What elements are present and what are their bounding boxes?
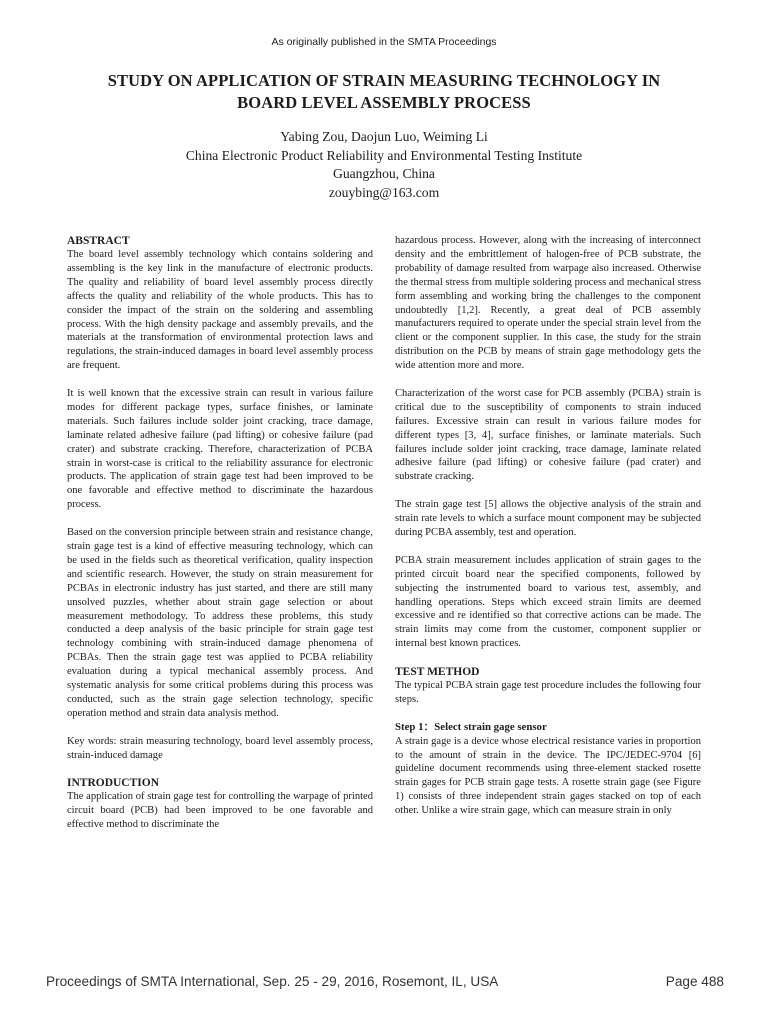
test-method-heading: TEST METHOD: [395, 666, 480, 679]
paper-title: [40, 70, 728, 114]
right-column: [395, 234, 701, 818]
intro-paragraph-2: Characterization of the worst case for PCB assembly (PCBA) strain is critical due to the susceptibility of components to strain induced failures. Excessive strain can result in various failure modes for different types [3, 4], surface finishes, or laminate materials. Such failures include solder joint cracking, trace damage, laminate related adhesive failure (pad lifting) or cohesive failure (pad crater) and substrate cracking.: [395, 387, 701, 483]
intro-paragraph-4: PCBA strain measurement includes application of strain gages to the printed circuit board near the specified components, followed by subjecting the instrumented board to various test, assembly, and handling operations. Steps which exceed strain limits are deemed excessive and re identified so that corrective actions can be made. The strain limits may come from the customer, component supplier or internal best known practices.: [395, 554, 701, 650]
abstract-heading: ABSTRACT: [67, 235, 130, 247]
left-column: [67, 234, 373, 832]
author-email[interactable]: zouybing@163.com: [328, 184, 440, 200]
abstract-paragraph-1: The board level assembly technology which contains soldering and assembling is the key link in the manufacture of electronic products. The quality and reliability of board level assembly process directly affects the quality and reliability of the whole products. This has to consider the impact of the strain on the soldering and assembling process. With the high density package and assembly prevails, and the materials at the transformation of environmental protection laws and regulations, the strain-induced damages in board level assembly process are frequent.: [67, 249, 373, 372]
author-names: Yabing Zou, Daojun Luo, Weiming Li: [280, 129, 488, 144]
introduction-paragraph-1: The application of strain gage test for controlling the warpage of printed circuit board (PCB) had been improved to be one favorable and effective method to discriminate the: [67, 791, 373, 831]
step-1-heading: Step 1：Select strain gage sensor: [395, 720, 547, 733]
author-city: Guangzhou, China: [333, 166, 435, 181]
abstract-paragraph-3: Based on the conversion principle between strain and resistance change, strain gage test is a kind of effective measuring technology, which can be used in the fields such as theoretical verification, quality inspection and scientific research. However, the study on strain measurement for PCBAs in electronic industry has just started, and there are still many unsolved puzzles, whether about strain gage selection or about measurement methodology. To address these problems, this study conducted a deep analysis of the basic principle for strain gage test technology combining with strain-induced damage phenomena of PCBAs. Then the strain gage test was applied to PCBA reliability evaluation during a typical mechanical assembly process. And systematic analysis for some critical problems during this process was conducted, such as the strain gage selection technology, specific operation method and strain data analysis method.: [67, 527, 373, 719]
footer-page-number: Page 488: [665, 974, 724, 989]
author-institute: China Electronic Product Reliability and Environmental Testing Institute: [185, 147, 583, 163]
intro-paragraph-continued: hazardous process. However, along with the increasing of interconnect density and the embrittlement of halogen-free of PCB substrate, the probability of damage resulted from warpage also increased. Otherwise the thermal stress from multiple soldering process and mechanical stress form assembling and working bring the challenges to the component undoubtedly [1,2]. Recently, a great deal of PCB assembly manufacturers required to operate under the special strain level from the client or the component supplier. In this case, the study for the strain distribution on the PCB by means of strain gage methodology gets the wide attention more and more.: [395, 235, 701, 372]
author-block: [40, 128, 728, 202]
step-1-paragraph: A strain gage is a device whose electrical resistance varies in proportion to the amount of strain in the device. The IPC/JEDEC-9704 [6] guideline document recommends using three-element stacked rosette strain gages for PCB strain gage tests. A rosette strain gage (see Figure 1) consists of three independent strain gages stacked on top of each other. Unlike a wire strain gage, which can measure strain in only: [395, 735, 701, 817]
intro-paragraph-3: The strain gage test [5] allows the objective analysis of the strain and strain rate levels to which a surface mount component may be subjected during PCBA assembly, test and operation.: [395, 499, 701, 538]
header-note: As originally published in the SMTA Proceedings: [271, 36, 497, 48]
title-line-2: BOARD LEVEL ASSEMBLY PROCESS: [237, 93, 531, 112]
title-line-1: STUDY ON APPLICATION OF STRAIN MEASURING TECHNOLOGY IN: [107, 71, 661, 90]
footer-proceedings: Proceedings of SMTA International, Sep. 25 - 29, 2016, Rosemont, IL, USA: [46, 974, 499, 989]
abstract-paragraph-2: It is well known that the excessive strain can result in various failure modes for different package types, surface finishes, or laminate materials. Such failures include solder joint cracking, trace damage, laminate related adhesive failure (pad lifting) or cohesive failure (pad crater) and substrate cracking. Therefore, characterization of PCBA strain in worst-case is critical to the reliability assurance for electronic products. The application of strain gage test had been improved to be one favorable and effective method to discriminate the hazardous process.: [67, 388, 373, 511]
test-method-paragraph: The typical PCBA strain gage test procedure includes the following four steps.: [395, 680, 701, 705]
introduction-heading: INTRODUCTION: [67, 777, 160, 790]
keywords: Key words: strain measuring technology, board level assembly process, strain-induced damage: [67, 735, 373, 761]
